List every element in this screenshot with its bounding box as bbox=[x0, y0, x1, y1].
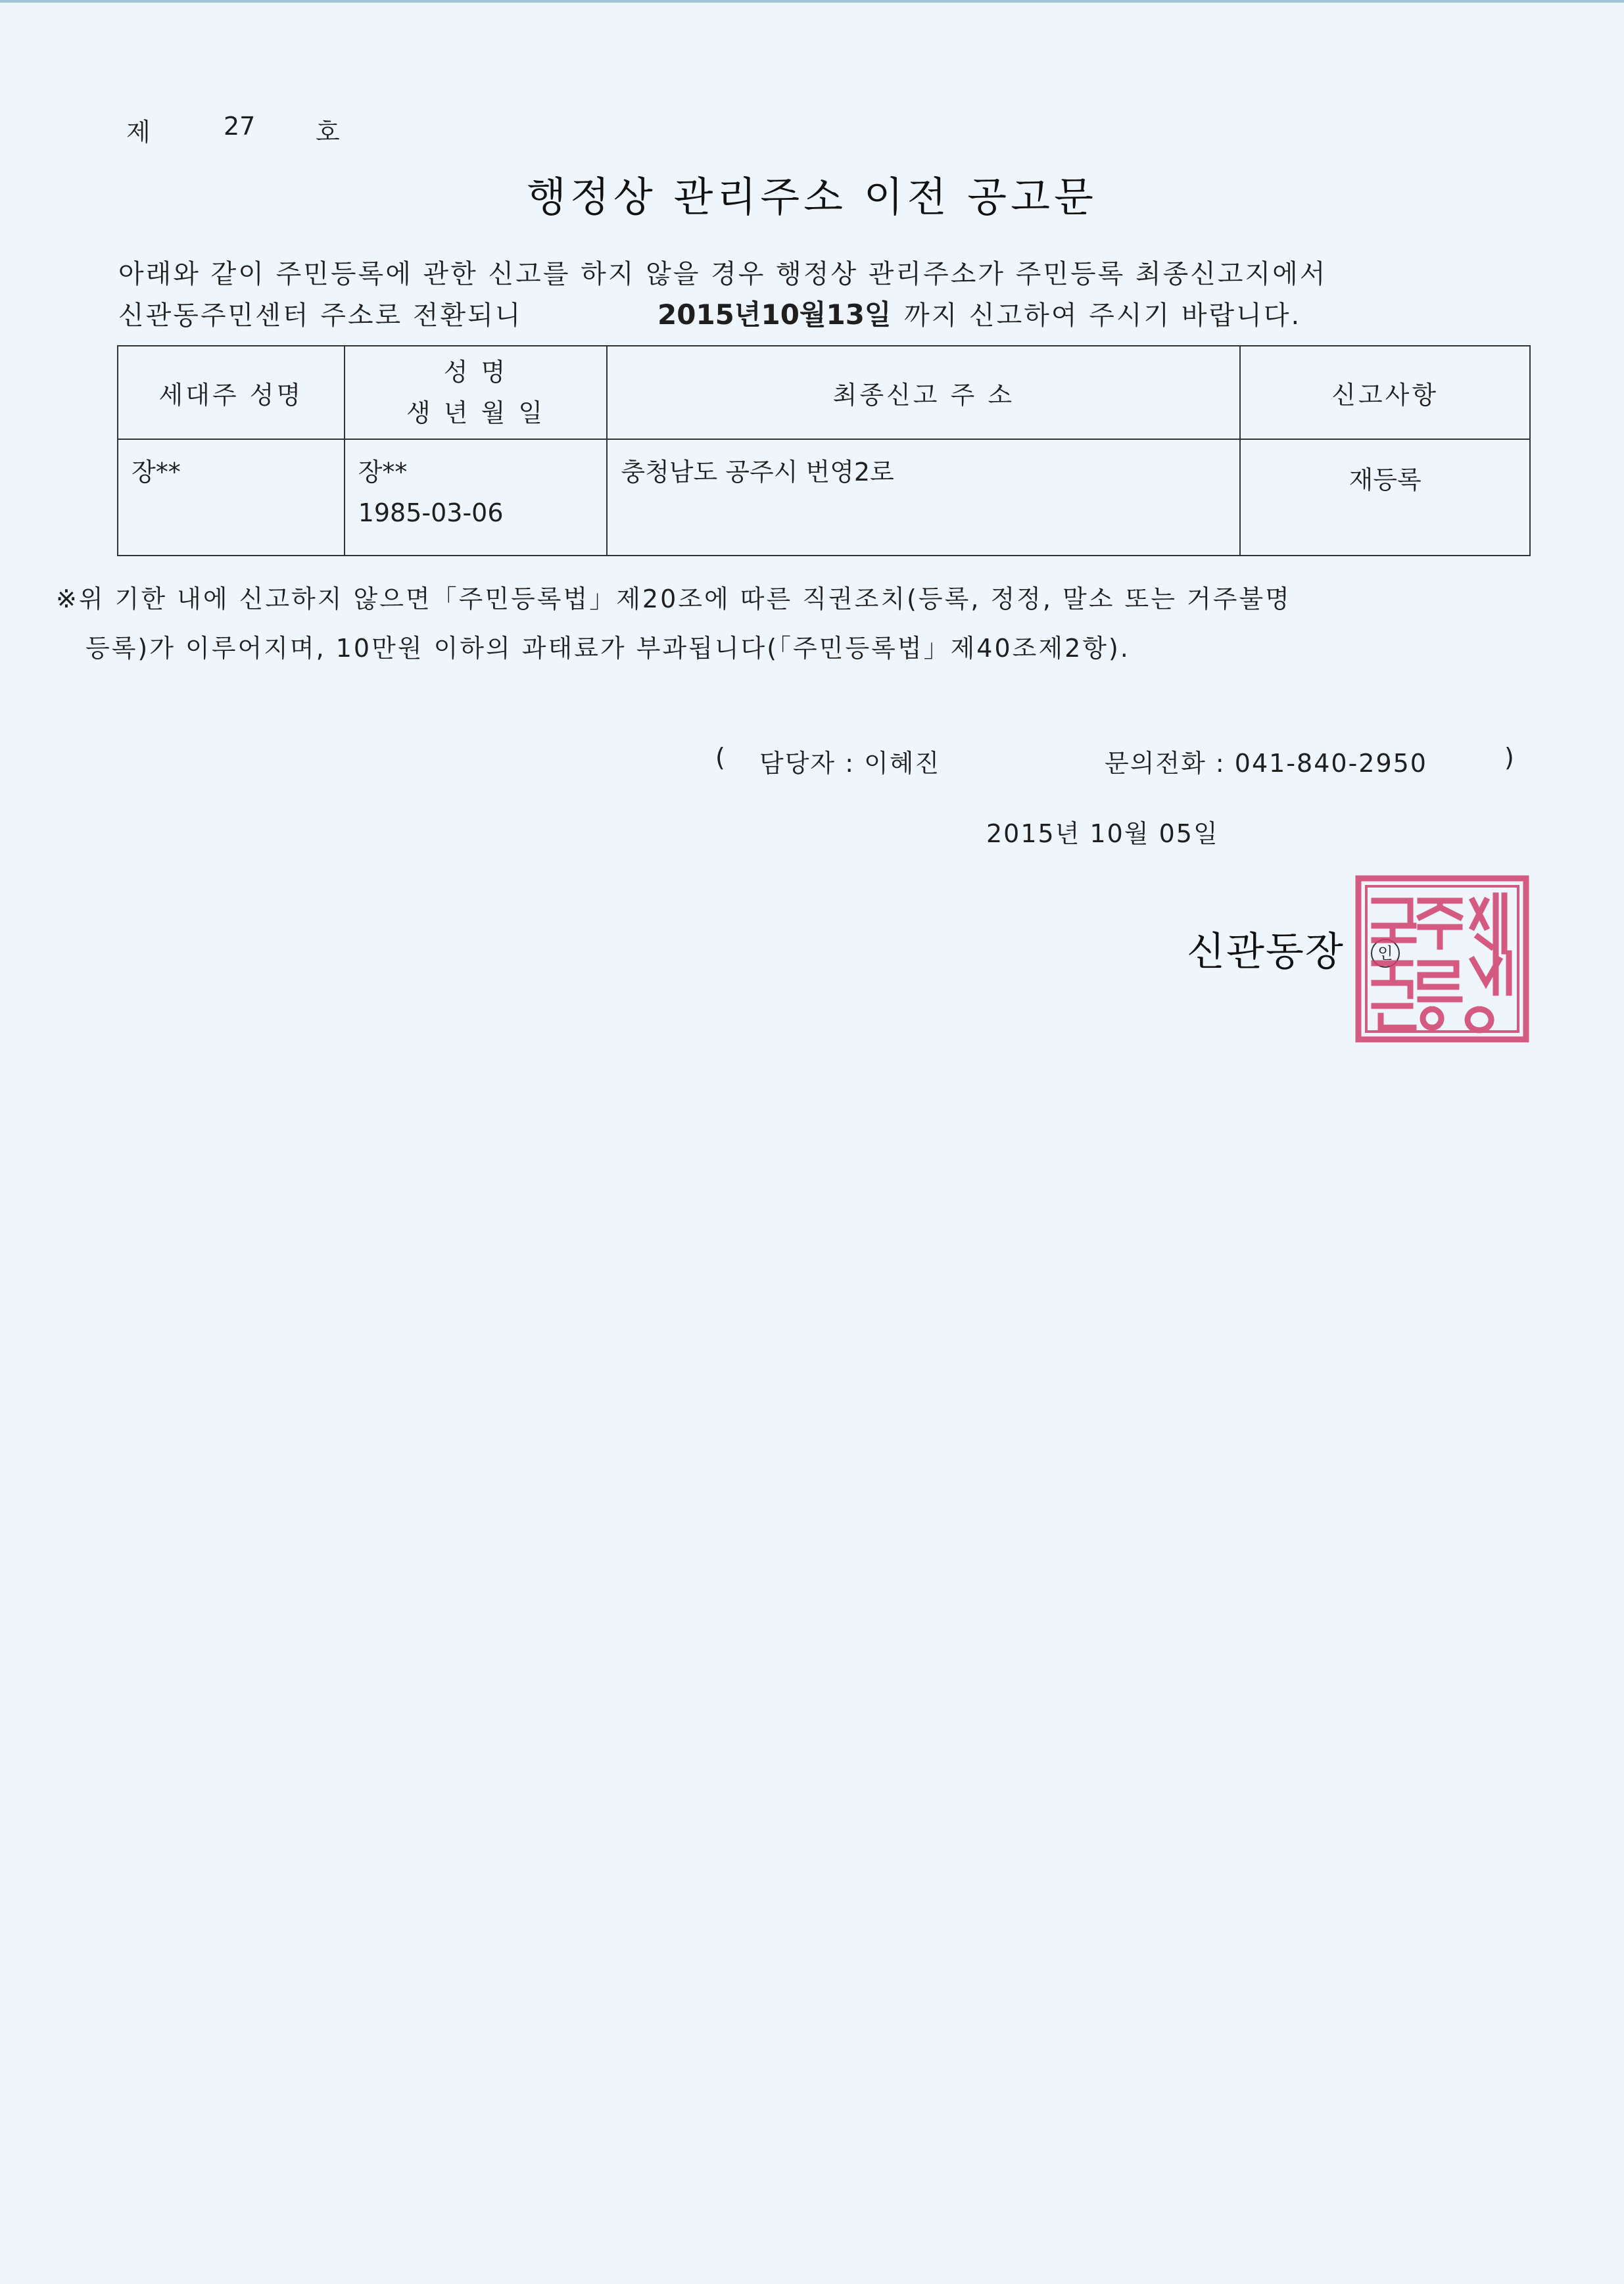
table-header-row bbox=[118, 346, 1530, 439]
intro-line-2-end: 까지 신고하여 주시기 바랍니다. bbox=[904, 300, 1302, 331]
official-seal-stamp bbox=[1354, 874, 1532, 1048]
header-birth: 생 년 월 일 bbox=[406, 398, 546, 427]
cell-householder bbox=[118, 439, 345, 556]
header-report-item: 신고사항 bbox=[1240, 346, 1530, 439]
doc-number-suffix: 호 bbox=[316, 118, 340, 147]
doc-number-prefix: 제 bbox=[126, 118, 151, 147]
penalty-notice-line-1: ※위 기한 내에 신고하지 않으면「주민등록법」제20조에 따른 직권조치(등록, 정정, 말소 또는 거주불명 bbox=[56, 584, 1291, 613]
scan-edge bbox=[0, 0, 1624, 3]
doc-number-value: 27 bbox=[224, 112, 256, 141]
cell-name-birth bbox=[345, 439, 608, 556]
birth-value: 1985-03-06 bbox=[358, 498, 504, 527]
seal-mark: 인 bbox=[1371, 939, 1400, 968]
seal-stamp-graphic bbox=[1354, 874, 1532, 1045]
address-table bbox=[117, 345, 1531, 556]
intro-line-2-start: 신관동주민센터 주소로 전환되니 bbox=[118, 300, 523, 331]
penalty-notice-line-2: 등록)가 이루어지며, 10만원 이하의 과태료가 부과됩니다(「주민등록법」제40조제2항). bbox=[85, 634, 1130, 663]
cell-last-address bbox=[607, 439, 1240, 556]
document-title: 행정상 관리주소 이전 공고문 bbox=[527, 173, 1097, 221]
intro-line-1: 아래와 같이 주민등록에 관한 신고를 하지 않을 경우 행정상 관리주소가 주민등록 최종신고지에서 bbox=[118, 259, 1327, 289]
header-householder: 세대주 성명 bbox=[118, 346, 345, 439]
signatory-title: 신관동장 bbox=[1187, 929, 1345, 975]
header-name: 성 명 bbox=[443, 358, 508, 387]
contact-open-paren: ( bbox=[715, 743, 727, 772]
deadline-date: 2015년10월13일 bbox=[657, 298, 892, 331]
header-last-address: 최종신고 주 소 bbox=[607, 346, 1240, 439]
cell-report-item bbox=[1240, 439, 1530, 556]
contact-phone: 문의전화 : 041-840-2950 bbox=[1105, 749, 1427, 778]
householder-value: 장** bbox=[131, 458, 181, 487]
issue-date: 2015년 10월 05일 bbox=[986, 819, 1219, 848]
name-value: 장** bbox=[358, 458, 408, 487]
header-name-birth bbox=[345, 346, 608, 439]
table-row bbox=[118, 439, 1530, 556]
contact-close-paren: ) bbox=[1504, 743, 1516, 772]
last-address-value: 충청남도 공주시 번영2로 bbox=[621, 458, 894, 487]
report-item-value: 재등록 bbox=[1349, 465, 1421, 494]
contact-person: 담당자 : 이혜진 bbox=[759, 749, 941, 778]
